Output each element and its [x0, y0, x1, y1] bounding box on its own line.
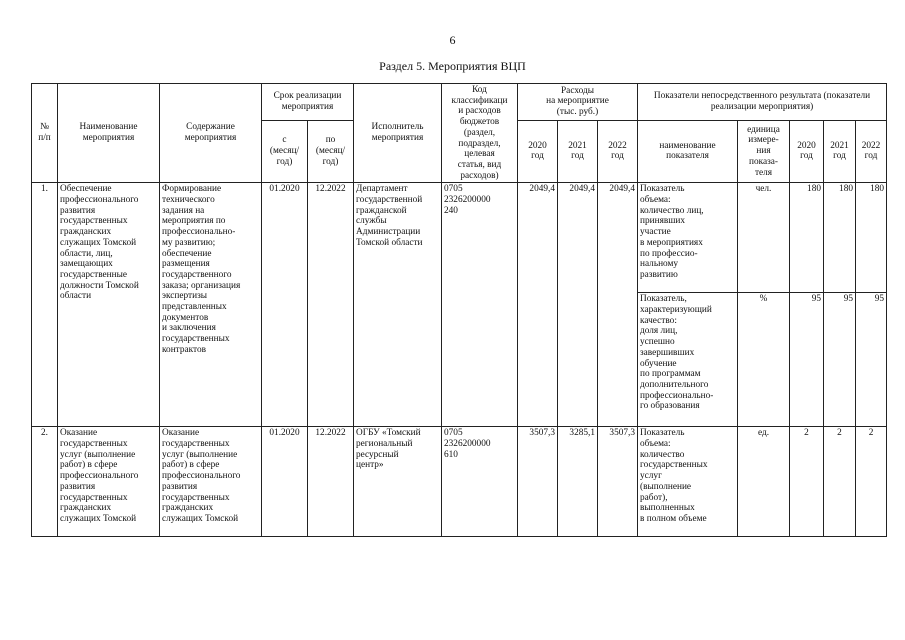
header-ind-2022: 2022 год: [856, 120, 887, 183]
period-from: 01.2020: [262, 427, 308, 537]
expense-2020: 3507,3: [518, 427, 558, 537]
table-row: [32, 427, 887, 537]
indicator-2020: 95: [790, 293, 824, 427]
expense-2022: 2049,4: [598, 183, 638, 427]
expense-2021: 3285,1: [558, 427, 598, 537]
indicator-name: Показатель объема: количество лиц, принявших участие в мероприятиях по профессио- нальному развитию: [638, 183, 738, 293]
indicator-2022: 95: [856, 293, 887, 427]
indicator-2020: 180: [790, 183, 824, 293]
indicator-name: Показатель, характеризующий качество: доля лиц, успешно завершивших обучение по программам дополнительного профессионально- го образования: [638, 293, 738, 427]
budget-code: 0705 2326200000 610: [442, 427, 518, 537]
row-num: 2.: [32, 427, 58, 537]
indicator-unit: %: [738, 293, 790, 427]
period-from: 01.2020: [262, 183, 308, 427]
period-to: 12.2022: [308, 427, 354, 537]
measure-name: Обеспечение профессионального развития государственных гражданских служащих Томской области, лиц, замещающих государственные должности Томской области: [58, 183, 160, 427]
header-period: Срок реализации мероприятия: [262, 84, 354, 121]
header-indicator-name: наименование показателя: [638, 120, 738, 183]
indicator-2021: 180: [824, 183, 856, 293]
measure-content: Оказание государственных услуг (выполнение работ) в сфере профессионального развития государственных гражданских служащих Томской: [160, 427, 262, 537]
header-ind-2020: 2020 год: [790, 120, 824, 183]
row-num: 1.: [32, 183, 58, 427]
header-period-from: с (месяц/ год): [262, 120, 308, 183]
executor: Департамент государственной гражданской службы Администрации Томской области: [354, 183, 442, 427]
header-code: Код классификаци и расходов бюджетов (раздел, подраздел, целевая статья, вид расходов): [442, 84, 518, 183]
section-title: Раздел 5. Мероприятия ВЦП: [379, 59, 526, 73]
indicator-2020: 2: [790, 427, 824, 537]
header-exp-2022: 2022 год: [598, 120, 638, 183]
header-expenses: Расходы на мероприятие (тыс. руб.): [518, 84, 638, 121]
measure-name: Оказание государственных услуг (выполнение работ) в сфере профессионального развития государственных гражданских служащих Томской: [58, 427, 160, 537]
table-row: [32, 183, 887, 293]
header-exp-2020: 2020 год: [518, 120, 558, 183]
indicator-2021: 95: [824, 293, 856, 427]
measure-content: Формирование технического задания на мероприятия по профессионально- му развитию; обеспечение размещения государственного заказа; организация экспертизы представленных документов и заключения государственных контрактов: [160, 183, 262, 427]
header-name: Наименование мероприятия: [58, 84, 160, 183]
indicator-unit: ед.: [738, 427, 790, 537]
header-executor: Исполнитель мероприятия: [354, 84, 442, 183]
header-indicators: Показатели непосредственного результата (показатели реализации мероприятия): [638, 84, 887, 121]
expense-2021: 2049,4: [558, 183, 598, 427]
indicator-unit: чел.: [738, 183, 790, 293]
header-unit: единица измере- ния показа- теля: [738, 120, 790, 183]
period-to: 12.2022: [308, 183, 354, 427]
executor: ОГБУ «Томский региональный ресурсный центр»: [354, 427, 442, 537]
indicator-2022: 2: [856, 427, 887, 537]
page-number: 6: [449, 33, 456, 47]
header-period-to: по (месяц/ год): [308, 120, 354, 183]
indicator-name: Показатель объема: количество государственных услуг (выполнение работ), выполненных в полном объеме: [638, 427, 738, 537]
header-content: Содержание мероприятия: [160, 84, 262, 183]
expense-2022: 3507,3: [598, 427, 638, 537]
header-ind-2021: 2021 год: [824, 120, 856, 183]
budget-code: 0705 2326200000 240: [442, 183, 518, 427]
measures-table: [31, 83, 887, 537]
indicator-2022: 180: [856, 183, 887, 293]
header-exp-2021: 2021 год: [558, 120, 598, 183]
expense-2020: 2049,4: [518, 183, 558, 427]
indicator-2021: 2: [824, 427, 856, 537]
header-num: № п/п: [32, 84, 58, 183]
